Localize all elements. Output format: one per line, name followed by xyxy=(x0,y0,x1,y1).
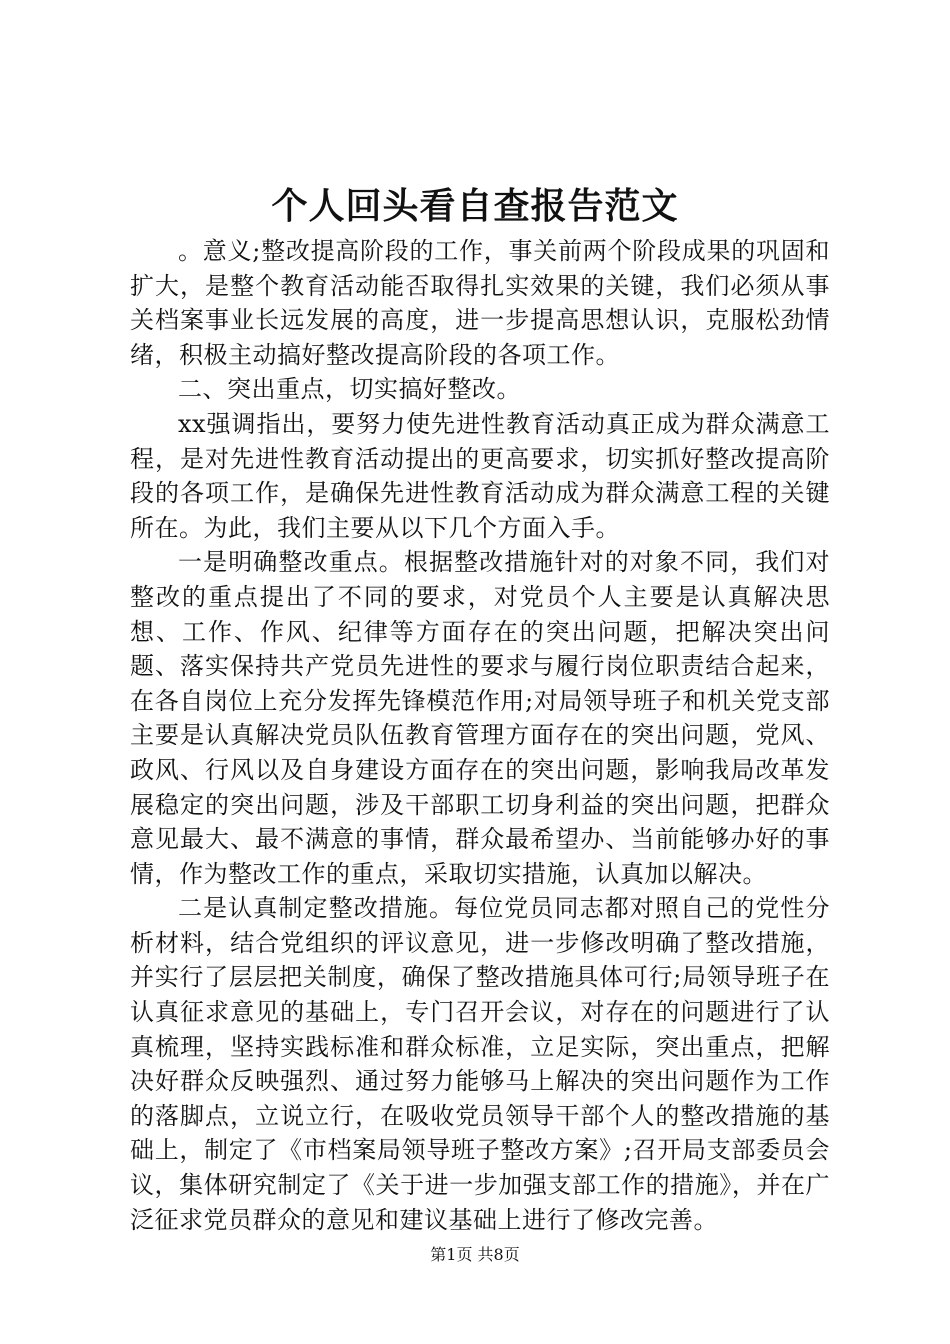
paragraph: 二是认真制定整改措施。每位党员同志都对照自己的党性分析材料，结合党组织的评议意见，进一步修改明确了整改措施，并实行了层层把关制度，确保了整改措施具体可行;局领导班子在认真征求意见的基础上，专门召开会议，对存在的问题进行了认真梳理，坚持实践标准和群众标准，立足实际，突出重点，把解决好群众反映强烈、通过努力能够马上解决的突出问题作为工作的落脚点，立说立行，在吸收党员领导干部个人的整改措施的基础上，制定了《市档案局领导班子整改方案》;召开局支部委员会议，集体研究制定了《关于进一步加强支部工作的措施》，并在广泛征求党员群众的意见和建议基础上进行了修改完善。 xyxy=(130,894,830,1234)
paragraph: xx强调指出，要努力使先进性教育活动真正成为群众满意工程，是对先进性教育活动提出的更高要求，切实抓好整改提高阶段的各项工作，是确保先进性教育活动成为群众满意工程的关键所在。为此，我们主要从以下几个方面入手。 xyxy=(130,409,830,542)
document-title: 个人回头看自查报告范文 xyxy=(271,185,679,227)
page-footer: 第1页 共8页 xyxy=(430,1245,520,1264)
paragraph: 一是明确整改重点。根据整改措施针对的对象不同，我们对整改的重点提出了不同的要求，对党员个人主要是认真解决思想、工作、作风、纪律等方面存在的突出问题，把解决突出问题、落实保持共产党员先进性的要求与履行岗位职责结合起来，在各自岗位上充分发挥先锋模范作用;对局领导班子和机关党支部主要是认真解决党员队伍教育管理方面存在的突出问题，党风、政风、行风以及自身建设方面存在的突出问题，影响我局改革发展稳定的突出问题，涉及干部职工切身利益的突出问题，把群众意见最大、最不满意的事情，群众最希望办、当前能够办好的事情，作为整改工作的重点，采取切实措施，认真加以解决。 xyxy=(130,548,830,888)
paragraph: 。意义;整改提高阶段的工作，事关前两个阶段成果的巩固和扩大，是整个教育活动能否取得扎实效果的关键，我们必须从事关档案事业长远发展的高度，进一步提高思想认识，克服松劲情绪，积极主动搞好整改提高阶段的各项工作。 xyxy=(130,237,830,369)
document-body xyxy=(130,234,830,1237)
paragraph: 二、突出重点，切实搞好整改。 xyxy=(178,375,521,404)
